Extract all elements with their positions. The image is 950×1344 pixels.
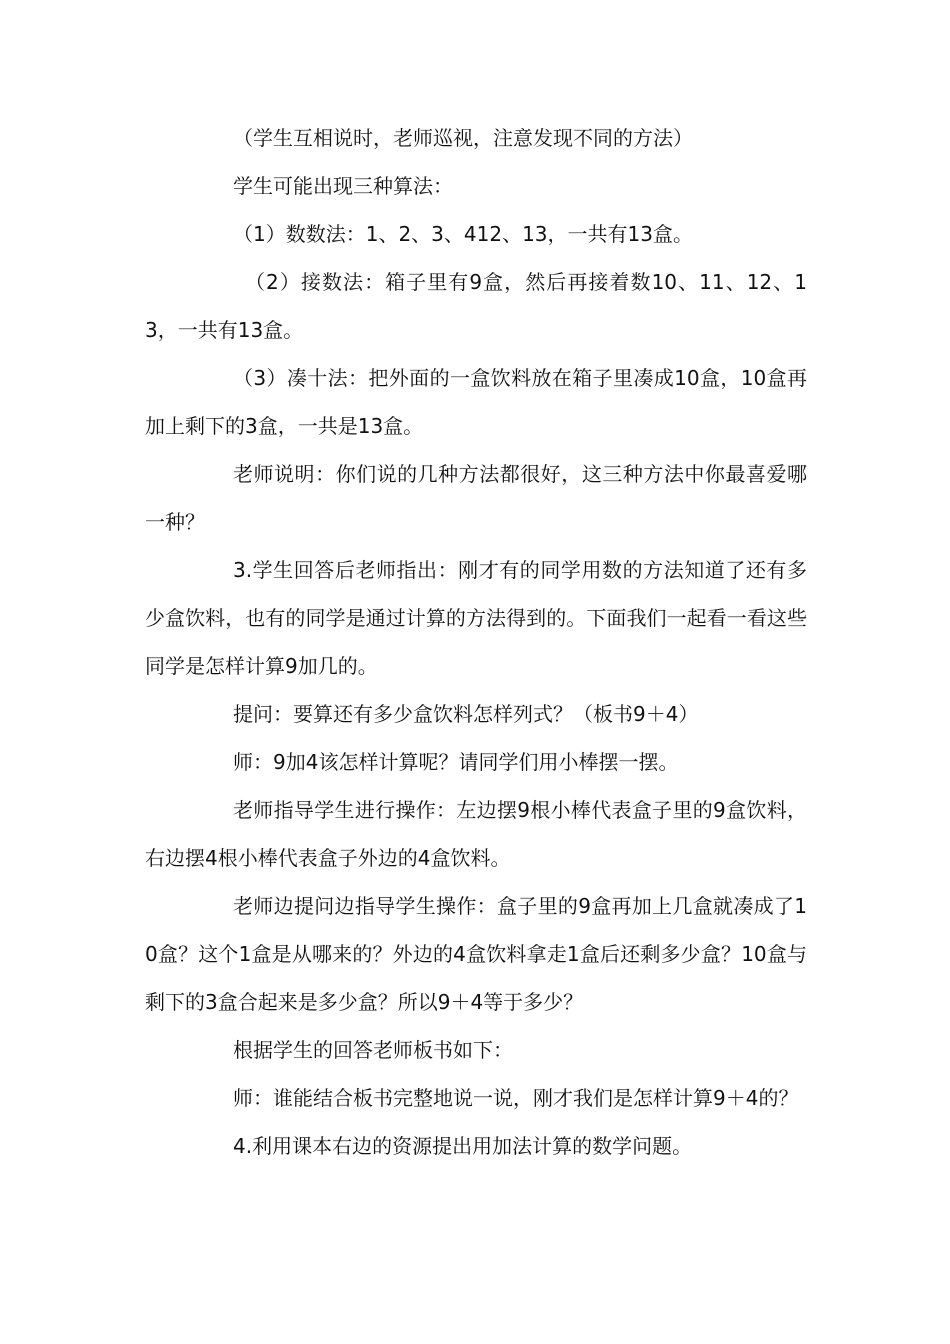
paragraph-step-4: 4.利用课本右边的资源提出用加法计算的数学问题。 bbox=[233, 1134, 693, 1158]
paragraph-method-counting-on: （2）接数法：箱子里有9盒，然后再接着数10、11、12、13，一共有13盒。 bbox=[145, 270, 807, 342]
paragraph-step-3: 3.学生回答后老师指出：刚才有的同学用数的方法知道了还有多少盒饮料，也有的同学是通过计算的方法得到的。下面我们一起看一看这些同学是怎样计算9加几的。 bbox=[145, 558, 807, 678]
paragraph-retell: 师：谁能结合板书完整地说一说，刚才我们是怎样计算9＋4的？ bbox=[233, 1086, 799, 1110]
paragraph-teacher-explains: 老师说明：你们说的几种方法都很好，这三种方法中你最喜爱哪一种？ bbox=[145, 462, 807, 534]
paragraph-guided-questions: 老师边提问边指导学生操作：盒子里的9盒再加上几盒就凑成了10盒？这个1盒是从哪来的？外边的4盒饮料拿走1盒后还剩多少盒？10盒与剩下的3盒合起来是多少盒？所以9＋4等于多少？ bbox=[145, 894, 807, 1014]
paragraph-three-methods: 学生可能出现三种算法： bbox=[233, 174, 453, 198]
paragraph-method-make-ten: （3）凑十法：把外面的一盒饮料放在箱子里凑成10盒，10盒再加上剩下的3盒，一共是13盒。 bbox=[145, 366, 807, 438]
paragraph-use-sticks: 师：9加4该怎样计算呢？请同学们用小棒摆一摆。 bbox=[233, 750, 679, 774]
document-body bbox=[145, 114, 807, 1170]
paragraph-observation: （学生互相说时，老师巡视，注意发现不同的方法） bbox=[233, 126, 693, 150]
paragraph-guide-operation: 老师指导学生进行操作：左边摆9根小棒代表盒子里的9盒饮料，右边摆4根小棒代表盒子外边的4盒饮料。 bbox=[145, 798, 807, 870]
paragraph-method-counting: （1）数数法：1、2、3、412、13，一共有13盒。 bbox=[233, 222, 693, 246]
paragraph-board-writing: 根据学生的回答老师板书如下： bbox=[233, 1038, 513, 1062]
paragraph-question-equation: 提问：要算还有多少盒饮料怎样列式？（板书9＋4） bbox=[233, 702, 699, 726]
